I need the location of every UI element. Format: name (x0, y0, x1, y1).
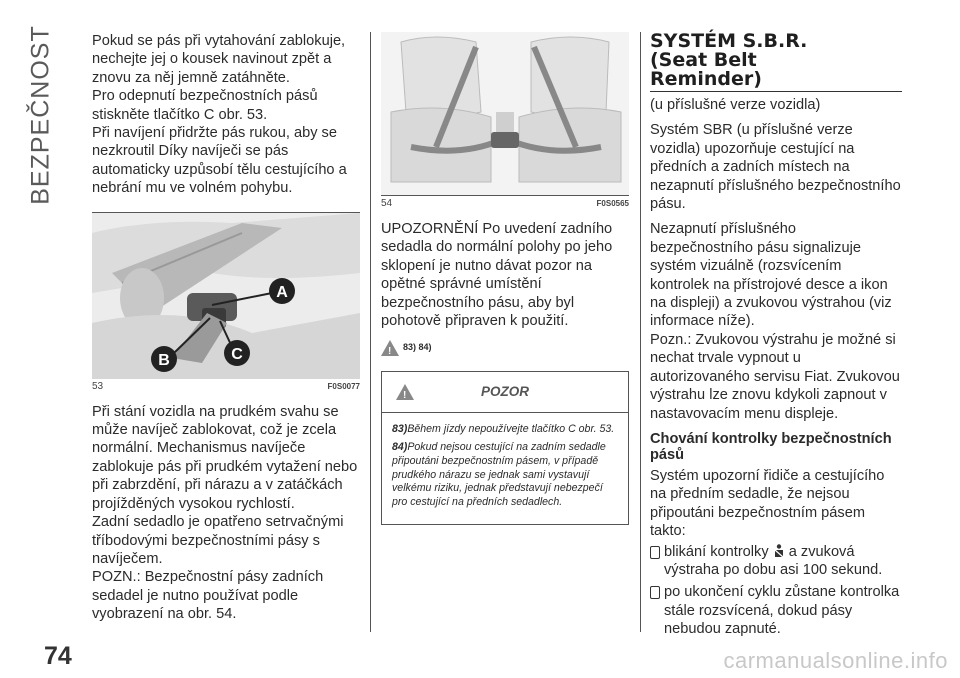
warning-reference-numbers: 83) 84) (403, 342, 432, 353)
warning-item-83 (392, 423, 618, 437)
paragraph: Systém upozorní řidiče a cestujícího na předním sedadle, že nejsou připoutáni bezpečnostním pásem takto: (650, 467, 885, 540)
warning-text: Během jízdy nepoužívejte tlačítko C obr. 53. (407, 422, 615, 435)
column-divider-1 (370, 32, 371, 632)
list-item (650, 583, 902, 638)
callout-a: A (276, 283, 288, 301)
seat-belt-buckle-illustration (92, 213, 360, 379)
heading-line: (Seat Belt (650, 49, 757, 71)
list-item-text: po ukončení cyklu zůstane kontrolka stále rozsvícená, dokud pásy nebudou zapnuté. (664, 584, 900, 638)
warning-box (381, 371, 629, 526)
paragraph: POZN.: Bezpečnostní pásy zadních sedadel je nutno používat podle vyobrazení na obr. 54. (92, 569, 324, 623)
paragraph: Pro odepnutí bezpečnostních pásů stiskněte tlačítko C obr. 53. (92, 88, 318, 123)
figure-54-caption (381, 195, 629, 210)
side-section-title-text: BEZPEČNOST (26, 25, 55, 205)
paragraph: Při navíjení přidržte pás rukou, aby se nezkroutil Díky navíječi se pás automaticky uzpůsobí tělu cestujícího a nebrání mu ve volném pohybu. (92, 125, 347, 197)
seat-belt-warning-icon (773, 544, 785, 558)
warning-number: 83) (392, 422, 408, 435)
warning-number: 84) (392, 441, 408, 454)
section-heading (650, 32, 902, 92)
side-section-title (6, 25, 76, 205)
rear-seat-belts-illustration (381, 32, 629, 195)
list-item-text-part: a zvuková výstraha po dobu asi 100 sekund. (664, 543, 883, 578)
figure-number: 54 (381, 198, 393, 209)
bullet-box-icon (650, 586, 660, 599)
list-item-text-part: blikání kontrolky (664, 543, 769, 560)
list-item-text (664, 543, 902, 580)
subheading: Chování kontrolky bezpečnostních pásů (650, 430, 892, 463)
heading-line: SYSTÉM S.B.R. (650, 30, 808, 52)
footer-watermark: carmanualsonline.info (723, 648, 948, 673)
warning-text: Pokud nejsou cestující na zadním sedadle připoutáni bezpečnostním pásem, v případě prudkého nárazu se jednak sami vystavují velkému riziku, jednak představují nebezpečí pro cestující na předních sedadlech. (392, 441, 606, 508)
figure-code: F0S0565 (596, 199, 629, 208)
figure-53-caption (92, 379, 360, 393)
paragraph: Zadní sedadlo je opatřeno setrvačnými tříbodovými bezpečnostními pásy s navíječem. (92, 514, 344, 567)
list-item (650, 543, 902, 580)
callout-b: B (158, 351, 170, 369)
warning-title: POZOR (480, 383, 529, 399)
paragraph: Systém SBR (u příslušné verze vozidla) upozorňuje cestující na předních a zadních místech na nezapnutí příslušného bezpečnostního pásu. (650, 122, 901, 213)
column-3 (650, 32, 902, 639)
bullet-box-icon (650, 546, 660, 559)
column-2 (381, 32, 629, 525)
paragraph: UPOZORNĚNÍ Po uvedení zadního sedadla do normální polohy po jeho sklopení je nutno dávat pozor na opětné správné umístění bezpečnostního pásu, aby byl pohotově připraven k použití. (381, 221, 613, 330)
figure-53 (92, 212, 360, 379)
column-1 (92, 32, 360, 624)
paragraph: Při stání vozidla na prudkém svahu se může navíječ zablokovat, což je zcela normální. Mechanismus navíječe zablokuje pás při prudkém vytažení nebo při zabrzdění, při nárazu a v zatáčkách projížděných vysokou rychlostí. (92, 403, 358, 512)
paragraph: (u příslušné verze vozidla) (650, 97, 821, 113)
paragraph: Pozn.: Zvukovou výstrahu je možné si nechat trvale vypnout u autorizovaného servisu Fiat. Zvukovou výstrahu lze znovu kdykoli zapnout v nastavovacím menu displeje. (650, 331, 900, 422)
figure-54 (381, 32, 629, 195)
warning-item-84 (392, 441, 618, 509)
warning-box-header (382, 372, 628, 413)
warning-triangle-icon (381, 340, 399, 356)
paragraph: Nezapnutí příslušného bezpečnostního pásu signalizuje systém vizuálně (rozsvícením kontrolek na přístrojové desce a ikon na displeji) a zvukovou výstrahou (viz informace níže). (650, 221, 892, 330)
column-divider-2 (640, 32, 641, 632)
warning-reference (381, 338, 629, 356)
page-number: 74 (44, 642, 72, 670)
heading-line: Reminder) (650, 68, 762, 90)
figure-number: 53 (92, 380, 104, 392)
paragraph: Pokud se pás při vytahování zablokuje, nechejte jej o kousek navinout zpět a znovu za něj jemně zatáhněte. (92, 33, 346, 86)
callout-c: C (231, 345, 243, 363)
figure-code: F0S0077 (327, 381, 360, 391)
